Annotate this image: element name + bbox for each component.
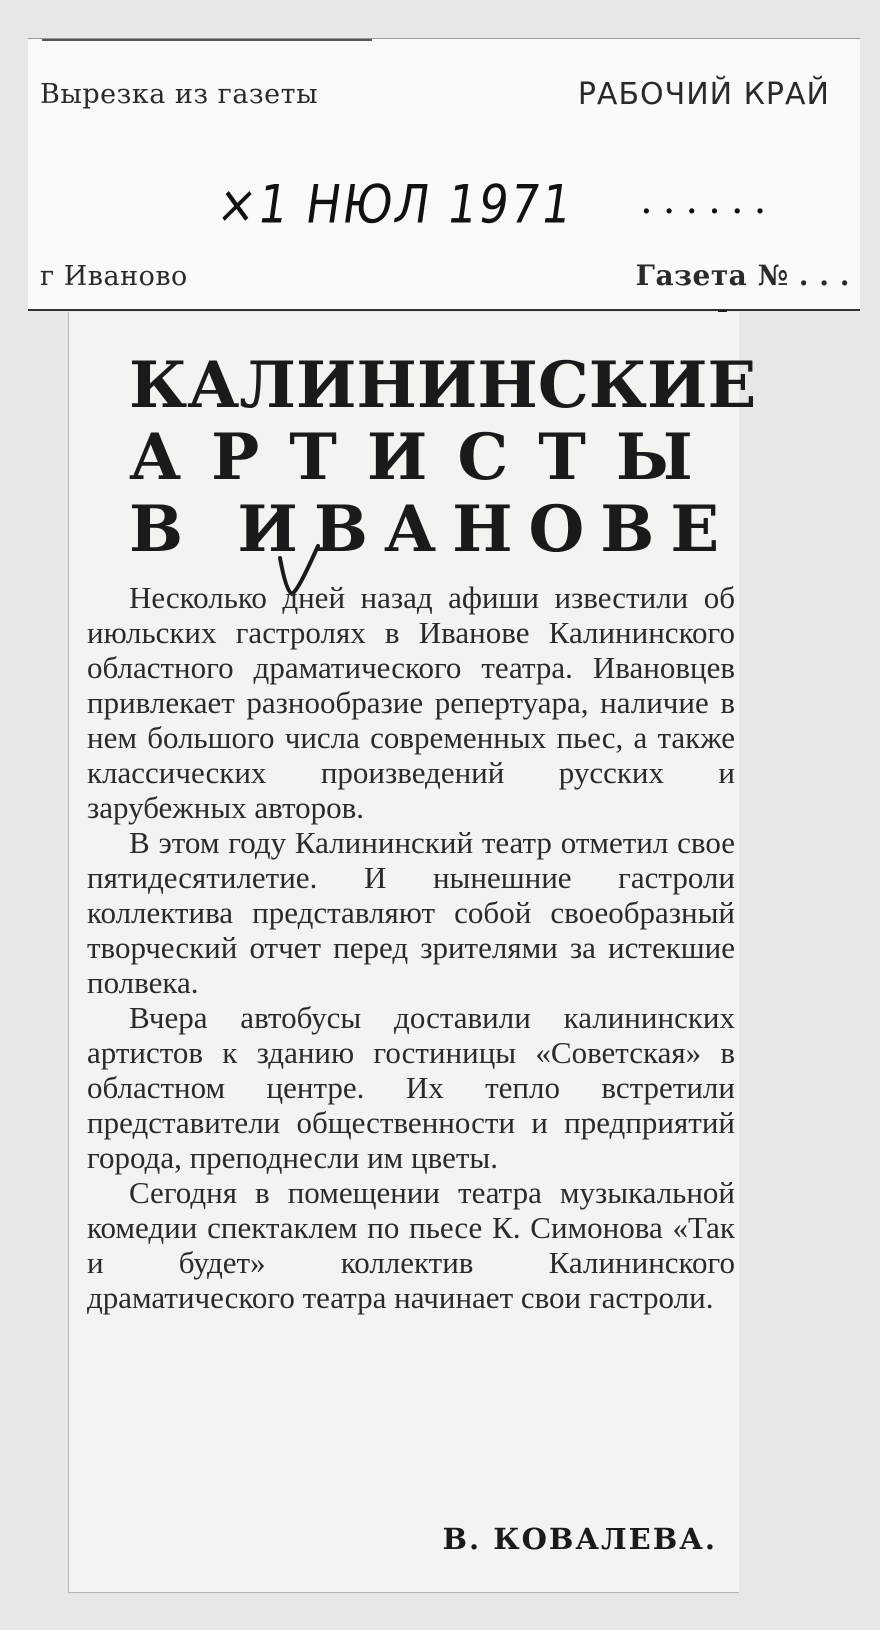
issue-number-label: Газета № . . . xyxy=(635,259,850,292)
header-top-rule xyxy=(42,39,372,41)
article-paragraph: Несколько дней назад афиши известили об июльских гастролях в Иванове Калининского областного драматического театра. Ивановцев привлекает разнообразие репертуара, наличие в нем большого числа современных пьес, а также классических произведений русских и зарубежных авторов. xyxy=(87,580,735,825)
clip-source-label: Вырезка из газеты xyxy=(40,79,319,110)
handwritten-date: ×1 НЮЛ 1971 xyxy=(213,172,578,236)
city-label: г Иваново xyxy=(40,261,188,292)
article-body xyxy=(87,580,735,1315)
date-dotted-line: ...... xyxy=(640,177,777,223)
header-bottom-rule xyxy=(28,309,860,311)
newspaper-clipping xyxy=(68,312,757,1593)
headline-line-2: АРТИСТЫ xyxy=(129,420,723,495)
headline-line-1: КАЛИНИНСКИЕ xyxy=(129,348,757,423)
author-byline: В. КОВАЛЕВА. xyxy=(442,1522,717,1556)
article-headline xyxy=(129,348,757,567)
article-paragraph: Вчера автобусы доставили калининских артистов к зданию гостиницы «Советская» в областном центре. Их тепло встретили представители общественности и предприятий города, преподнесли им цветы. xyxy=(87,1000,735,1175)
article-paragraph: В этом году Калининский театр отметил свое пятидесятилетие. И нынешние гастроли коллектива представляют собой своеобразный творческий отчет перед зрителями за истекшие полвека. xyxy=(87,825,735,1000)
clipping-header-card xyxy=(28,38,860,311)
newspaper-name: РАБОЧИЙ КРАЙ xyxy=(577,77,830,112)
article-paragraph: Сегодня в помещении театра музыкальной комедии спектаклем по пьесе К. Симонова «Так и будет» коллектив Калининского драматического театра начинает свои гастроли. xyxy=(87,1175,735,1315)
headline-line-3: В ИВАНОВЕ xyxy=(129,492,736,567)
